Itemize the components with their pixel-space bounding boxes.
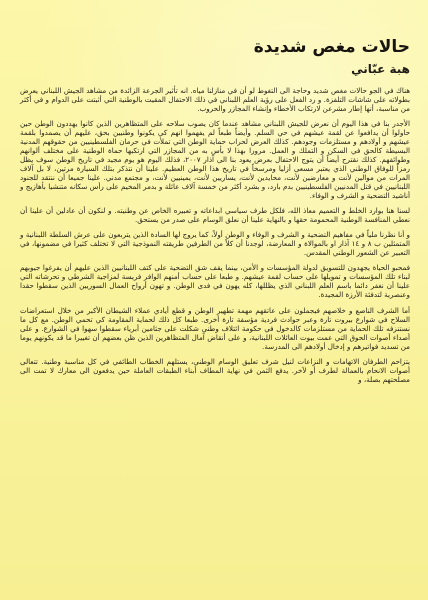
article-body [20, 86, 410, 384]
paragraph-2: الأجدر بنا في هذا اليوم أن نعرض للجيش اللبناني مشاهد عندما كان يصوب سلاحه على المتظاهرين الذين كانوا يهددون الوطن حين حاولوا أن يدافعوا عن لقمة عيشهم في حي السلم. وأيضاً طبعاً لم يفهموا انهم كي يكونوا وطنيين بحق، عليهم أن يصمدوا بلقمة عيشهم و أولادهم و مستلزمات وجودهم. كذلك العرض لحراب حماية الوطن التي تملأت في حرمان الفلسطينيين من حقوقهم المدنية البسيطة كالحق في السكن و التملك و العمل. مرورا بهذا لا بأس به من المجازر التي ارتكبها حماة الوطنية على مختلف ألوانهم وطوائفهم. كذلك نقترح أيضاً أن يتوج الاحتفال بعرض يعود بنا الى آذار ٢٠٠٧، فذلك اليوم هو يوم مجيد في تاريخ الوطن سوف يظل رمزاً للوفاق الوطني الذي يعتبر مسعى أزليا ومرسخاً في تاريخ هذا الوطن العظيم. علينا أن نتذكر بتلك السيارة مرتين، لا بل آلاف المرات من موالين لأنت و معارضين لأنت، محايدين لأنت، يساريين لأنت، يمينيين لأنت، و مجتمع مدني. علينا جميعا أن ننتقد للجنود اللبنانيين في قتل المدنيين الفلسطينيين بدم بارد، و بشرد أكثر من خمسة آلاف عائلة و بدمر المخيم على رأس سكانه متنشيا بأهازيج و أناشيد التضحية و الشرف و الوفاء. [20, 118, 410, 201]
paragraph-1: هناك في الجو حالات مغص شديد وحاجة الى التغوط لو أن في منازلنا مياه. انه تأثير الجرعة الزائدة من مشاهد الجيش اللبناني يعرض بطولاته على شاشات التلفزة. و رد الفعل على رؤية العلم اللبناني في ذلك الاحتفال المقيت بالوطنية التي أثبتت على الدوام و في أكثر من مناسبة، أنها إطار مشرعن لارتكاب الأخطاء وإنشاء المجازر والحروب. [20, 85, 410, 113]
article-title: حالات مغص شديدة [253, 37, 410, 57]
paragraph-5: فمحبو الحياة يجهدون للتسويق لدولة المؤسسات و الأمن، بينما يقف شق التضحية على كتف اللبنانيين الذين عليهم أن يفرغوا جيوبهم لبناء تلك المؤسسات و تمويلها على حساب لقمة عيشهم. و طبعا على حساب أمنهم الوافر فريسة لمزاجية الشرطي و تحرشاته التي علينا أن نغفر دائما باسم العلم اللبناني الذي يظللها، كله يهون في فدى الوطن. و تهون أرواح العمال السوريين الذين سقطوا حقدا وعنصرية لتدفئة الأرزة المجيدة. [20, 263, 410, 300]
paragraph-7: يتزاحم الطرفان الاتهامات و النزاعات لنيل شرف تعليق الوسام الوطني، يستلهم الخطاب الطائفي في كل مناسبة وطنية. تتعالى أصوات الانحام بالعمالة لطرف أو لآخر. يدفع الثمن في نهاية المطاف أبناء الطبقات العاملة حين يدفعون الى معارك لا تمت الى مصلحتهم بصلة، و [20, 356, 410, 384]
paragraph-3: لسنا هنا بوارد الخلط و التعميم معاذ الله، فلكل طرف سياسي ابداعاته و تعبيره الخاص عن وطنيته. و لنكون أن عادلين أن علينا أن نعطي المنافسة الوطنية المحمومة حقها و بالنهاية علينا أن نعلق الوسام على صدر من يستحق. [20, 206, 410, 225]
article-author: هبة عبّاني [351, 61, 410, 76]
article-header [20, 38, 410, 76]
paragraph-4: و أنا نظرنا ملياً في مفاهيم التضحية و الشرف و الوفاء و الوطن أولاً، كما يروج لها السادة الذين يتربعون على عرش السلطة اللبنانية و المتمثلين ب ٨ و ١٤ آذار او بالموالاة و المعارضة، لوجدنا أن كلاً من الطرفين طريقته النموذجية التي لا تختلف كثيرا في مضمونها، في التعبير عن الشعور الوطني المقدس. [20, 230, 410, 258]
paragraph-6: أما الشرف الناصع و خلاصهم فيجملون على عاتقهم مهمة تطهير الوطن و قطع أيادي عملاء الشيطان الأكبر من خلال استعراضات السلاح في شوارع بيروت تارة وعبر حوادث فردية مؤسفة تارة أخرى. طبعا كل ذلك لحماية المقاومة كي تحمي الوطن. مع كل ما نستنزفه تلك الحماية من مستلزمات كالدخول في حكومة ائتلاف وطني شكلت على جثامين أبرياء سقطوا سهوا في الشوارع. و على أصداء أصوات الحوق التي عمت بيوت العائلات اللبنانية، و على أنقاض آمال المتظاهرين الذين ظن بعضهم أن تغييرا ما قد يكونهم يوما من تسديد فواتيرهم و إدخال أولادهم الى المدرسة. [20, 305, 410, 351]
